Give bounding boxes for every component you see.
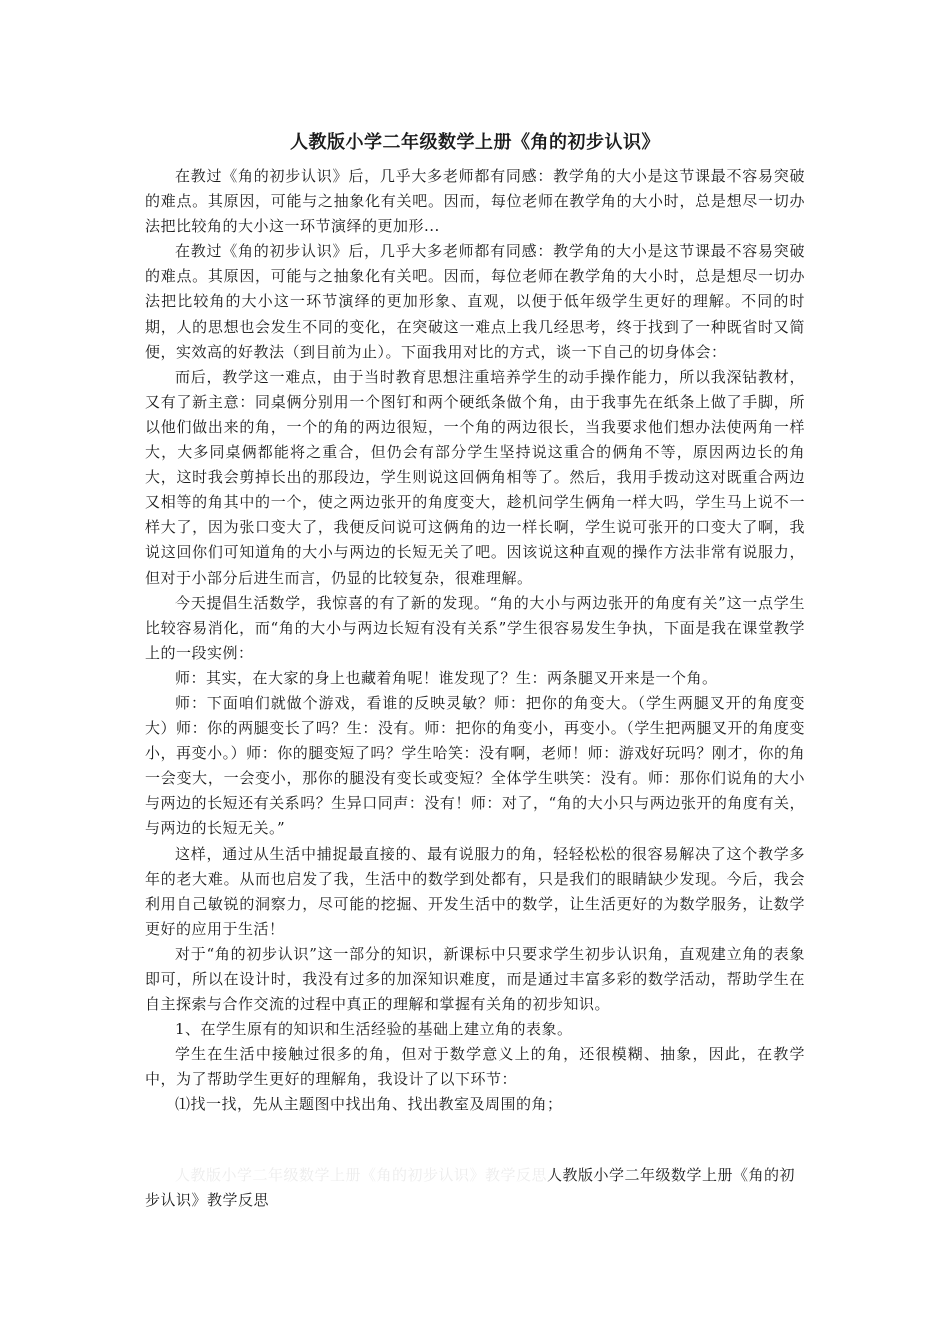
paragraph: 这样，通过从生活中捕捉最直接的、最有说服力的角，轻轻松松的很容易解决了这个教学多年的老大难。从而也启发了我，生活中的数学到处都有，只是我们的眼睛缺少发现。今后，我会利用自己敏锐的洞察力，尽可能的挖掘、开发生活中的数学，让生活更好的为数学服务，让数学更好的应用于生活！ [145, 844, 805, 938]
document-body [145, 164, 805, 1118]
paragraph: 师：下面咱们就做个游戏，看谁的反映灵敏？师：把你的角变大。（学生两腿叉开的角度变大）师：你的两腿变长了吗？生：没有。师：把你的角变小，再变小。（学生把两腿叉开的角度变小，再变小。）师：你的腿变短了吗？学生哈笑：没有啊，老师！师：游戏好玩吗？刚才，你的角一会变大，一会变小，那你的腿没有变长或变短？全体学生哄笑：没有。师：那你们说角的大小与两边的长短还有关系吗？生异口同声：没有！师：对了，“角的大小只与两边张开的角度有关，与两边的长短无关。” [145, 693, 805, 838]
paragraph: 1、在学生原有的知识和生活经验的基础上建立角的表象。 [175, 1020, 573, 1039]
document-footer [145, 1163, 805, 1213]
paragraph: ⑴找一找，先从主题图中找出角、找出教室及周围的角； [175, 1095, 563, 1114]
paragraph: 学生在生活中接触过很多的角，但对于数学意义上的角，还很模糊、抽象，因此，在教学中，为了帮助学生更好的理解角，我设计了以下环节： [145, 1045, 805, 1089]
document-title: 人教版小学二年级数学上册《角的初步认识》 [290, 132, 660, 153]
footer-title-text: 人教版小学二年级数学上册《角的初步认识》教学反思 [145, 1166, 796, 1210]
paragraph: 今天提倡生活数学，我惊喜的有了新的发现。“角的大小与两边张开的角度有关”这一点学生比较容易消化，而“角的大小与两边长短有没有关系”学生很容易发生争执，下面是我在课堂教学上的一段实例： [145, 593, 805, 662]
paragraph: 对于“角的初步认识”这一部分的知识，新课标中只要求学生初步认识角，直观建立角的表象即可，所以在设计时，我没有过多的加深知识难度，而是通过丰富多彩的数学活动，帮助学生在自主探索与合作交流的过程中真正的理解和掌握有关角的初步知识。 [145, 944, 805, 1014]
paragraph: 在教过《角的初步认识》后，几乎大多老师都有同感：教学角的大小是这节课最不容易突破的难点。其原因，可能与之抽象化有关吧。因而，每位老师在教学角的大小时，总是想尽一切办法把比较角的大小这一环节演绎的更加形... [145, 167, 805, 236]
paragraph: 在教过《角的初步认识》后，几乎大多老师都有同感：教学角的大小是这节课最不容易突破的难点。其原因，可能与之抽象化有关吧。因而，每位老师在教学角的大小时，总是想尽一切办法把比较角的大小这一环节演绎的更加形象、直观，以便于低年级学生更好的理解。不同的时期，人的思想也会发生不同的变化，在突破这一难点上我几经思考，终于找到了一种既省时又简便，实效高的好教法（到目前为止）。下面我用对比的方式，谈一下自己的切身体会： [145, 242, 805, 361]
paragraph: 而后，教学这一难点，由于当时教育思想注重培养学生的动手操作能力，所以我深钻教材，又有了新主意：同桌俩分别用一个图钉和两个硬纸条做个角，由于我事先在纸条上做了手脚，所以他们做出来的角，一个的角的两边很短，一个角的两边很长，当我要求他们想办法使两角一样大，大多同桌俩都能将之重合，但仍会有部分学生坚持说这重合的俩角不等，原因两边长的角大，这时我会剪掉长出的那段边，学生则说这回俩角相等了。然后，我用手拨动这对既重合两边又相等的角其中的一个，使之两边张开的角度变大，趁机问学生俩角一样大吗，学生马上说不一样大了，因为张口变大了，我便反问说可这俩角的边一样长啊，学生说可张开的口变大了啊，我说这回你们可知道角的大小与两边的长短无关了吧。因该说这种直观的操作方法非常有说服力，但对于小部分后进生而言，仍显的比较复杂，很难理解。 [145, 367, 805, 587]
paragraph: 师：其实，在大家的身上也藏着角呢！谁发现了？生：两条腿叉开来是一个角。 [175, 668, 718, 687]
footer-watermark-text: 人教版小学二年级数学上册《角的初步认识》教学反思 [175, 1166, 548, 1184]
